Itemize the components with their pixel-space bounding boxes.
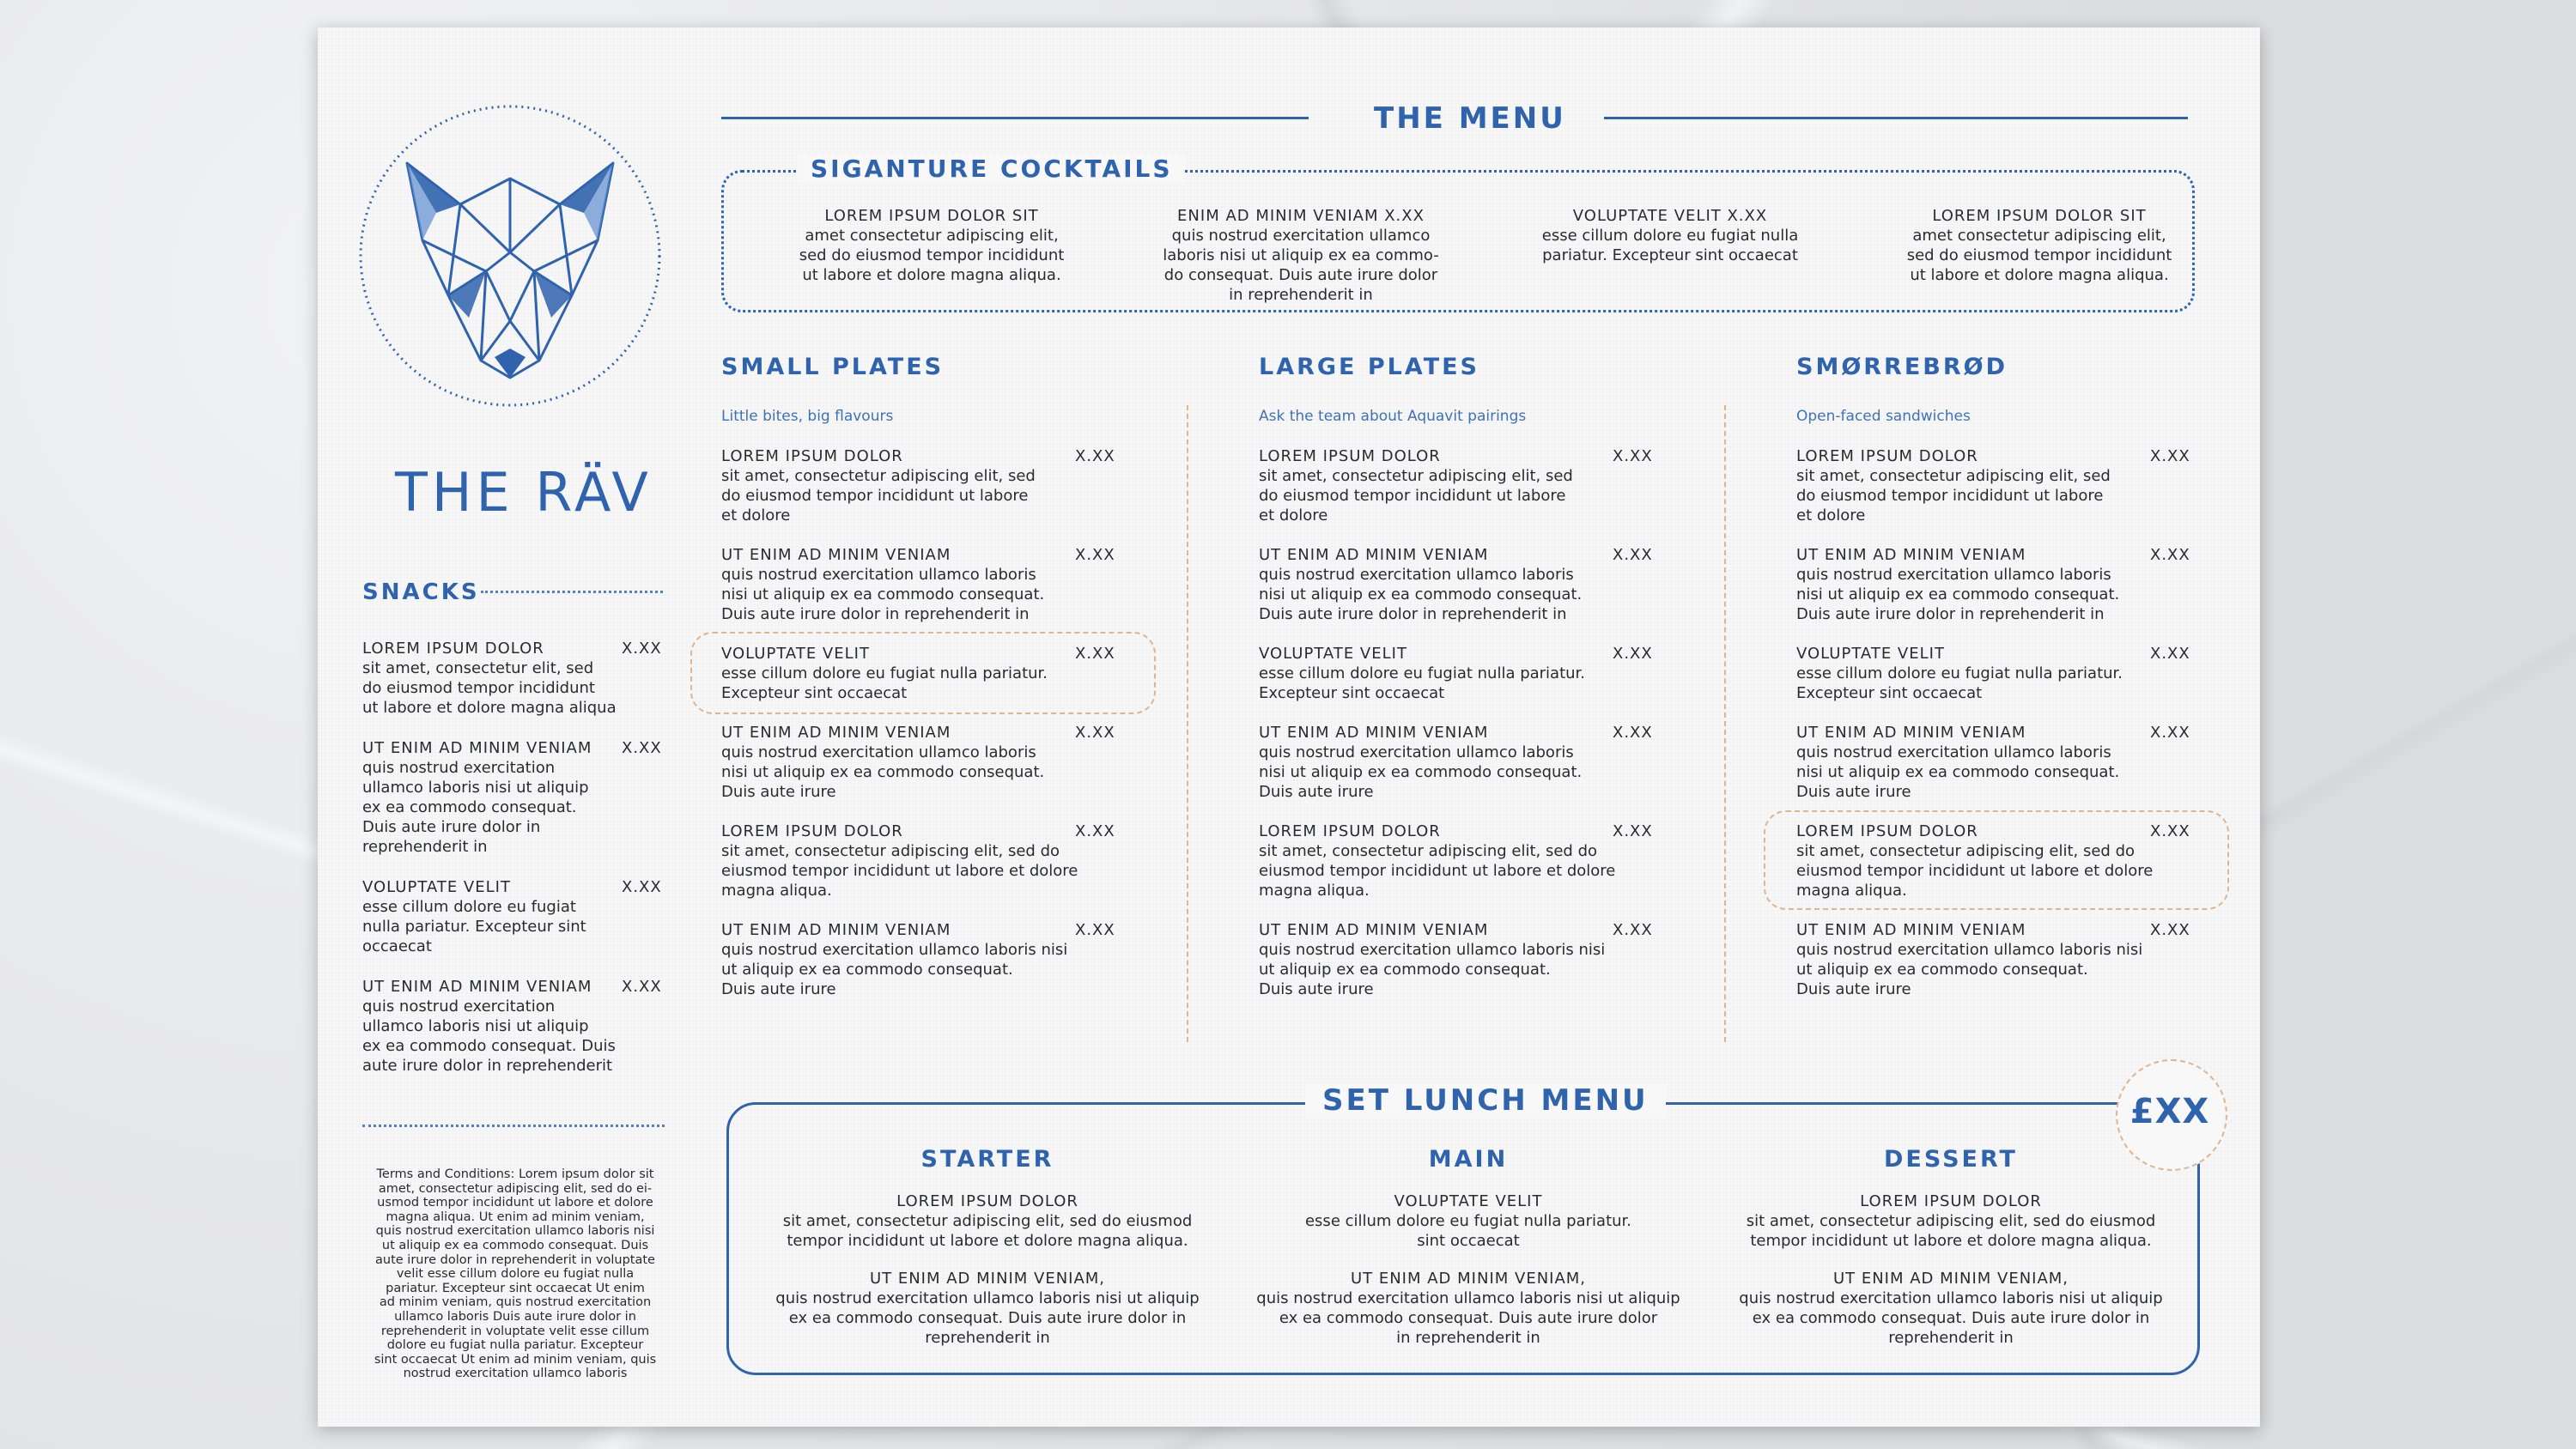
item-description: Duis aute irure dolor in — [362, 818, 541, 836]
cocktail-description: quis nostrud exercitation ullamco — [1171, 227, 1431, 245]
item-description: quis nostrud exercitation ullamco laboris — [721, 743, 1036, 761]
item-description: ullamco laboris nisi ut aliquip — [362, 1017, 589, 1035]
course-item-description: sit amet, consectetur adipiscing elit, sed do eiusmod — [1746, 1212, 2156, 1230]
menu-item — [1259, 822, 1653, 900]
column-heading: SMALL PLATES — [721, 354, 945, 380]
column-subtitle: Little bites, big flavours — [721, 408, 894, 425]
item-description: sit amet, consectetur elit, sed — [362, 659, 594, 677]
item-name: LOREM IPSUM DOLOR — [721, 822, 903, 840]
cocktail-description: amet consectetur adipiscing elit, — [1912, 227, 2166, 245]
terms-line: pariatur. Excepteur sint occaecat Ut enim — [386, 1281, 645, 1295]
menu-item — [1796, 446, 2190, 525]
item-description: nisi ut aliquip ex ea commodo consequat. — [1796, 585, 2120, 603]
item-description: sit amet, consectetur adipiscing elit, sed — [1259, 467, 1573, 485]
course-item-description: ex ea commodo consequat. Duis aute irure dolor — [1279, 1309, 1658, 1327]
item-description: aute irure dolor in reprehenderit — [362, 1057, 613, 1075]
course-item — [764, 1269, 1211, 1348]
item-description: nisi ut aliquip ex ea commodo consequat. — [1259, 763, 1583, 781]
terms-line: velit esse cillum dolore eu fugiat nulla — [396, 1267, 635, 1282]
item-description: esse cillum dolore eu fugiat nulla pariatur. — [721, 664, 1048, 682]
item-name: VOLUPTATE VELIT — [721, 645, 870, 663]
item-description: Excepteur sint occaecat — [1796, 684, 1983, 702]
course-item-description: sint occaecat — [1417, 1232, 1520, 1250]
column-divider-2 — [1724, 405, 1726, 1042]
item-description: sit amet, consectetur adipiscing elit, sed — [1796, 467, 2111, 485]
course-item-description: esse cillum dolore eu fugiat nulla pariatur. — [1304, 1212, 1632, 1230]
item-description: Duis aute irure — [1796, 980, 1911, 998]
item-description: nisi ut aliquip ex ea commodo consequat. — [721, 585, 1045, 603]
course-item-description: ex ea commodo consequat. Duis aute irure dolor in — [788, 1309, 1187, 1327]
item-description: do eiusmod tempor incididunt ut labore — [721, 487, 1029, 505]
item-description: Duis aute irure — [721, 980, 836, 998]
cocktail-description: amet consectetur adipiscing elit, — [805, 227, 1059, 245]
item-description: Excepteur sint occaecat — [1259, 684, 1445, 702]
item-name: LOREM IPSUM DOLOR — [1259, 822, 1441, 840]
cocktail-description: sed do eiusmod tempor incididunt — [799, 246, 1065, 264]
item-description: quis nostrud exercitation ullamco laboris — [1796, 566, 2111, 584]
menu-item — [721, 920, 1115, 999]
course-item — [1245, 1191, 1692, 1251]
item-name: LOREM IPSUM DOLOR — [362, 640, 544, 658]
cocktail-name: LOREM IPSUM DOLOR SIT — [1932, 207, 2147, 225]
course-item-name: UT ENIM AD MINIM VENIAM, — [869, 1270, 1106, 1288]
item-description: et dolore — [1259, 506, 1328, 524]
item-price: X.XX — [1613, 447, 1653, 465]
item-price: X.XX — [1075, 447, 1115, 465]
menu-item — [362, 977, 663, 1076]
item-description: Duis aute irure dolor in reprehenderit in — [1796, 605, 2105, 623]
item-price: X.XX — [2150, 921, 2190, 939]
item-description: nisi ut aliquip ex ea commodo consequat. — [1259, 585, 1583, 603]
item-description: ut aliquip ex ea commodo consequat. — [721, 961, 1013, 979]
menu-item — [721, 446, 1115, 525]
course-heading: STARTER — [920, 1146, 1054, 1173]
course-item-name: LOREM IPSUM DOLOR — [1860, 1192, 2042, 1210]
course-heading: DESSERT — [1884, 1146, 2018, 1173]
menu-item — [1796, 644, 2190, 703]
terms-line: nostrud exercitation ullamco laboris — [403, 1367, 628, 1381]
item-price: X.XX — [1613, 645, 1653, 663]
item-description: quis nostrud exercitation ullamco laboris nisi — [721, 941, 1068, 959]
cocktail-name: LOREM IPSUM DOLOR SIT — [824, 207, 1039, 225]
terms-line: amet, consectetur adipiscing elit, sed do ei- — [378, 1181, 653, 1196]
item-name: UT ENIM AD MINIM VENIAM — [362, 739, 592, 757]
menu-item — [1796, 545, 2190, 624]
cocktail-item — [1511, 206, 1829, 265]
item-description: magna aliqua. — [1796, 882, 1907, 900]
menu-item — [721, 822, 1115, 900]
cocktails-heading: SIGANTURE COCKTAILS — [799, 155, 1185, 183]
item-price: X.XX — [622, 640, 662, 658]
item-price: X.XX — [2150, 645, 2190, 663]
item-description: ullamco laboris nisi ut aliquip — [362, 779, 589, 797]
item-name: UT ENIM AD MINIM VENIAM — [1796, 921, 2026, 939]
terms-line: sint occaecat Ut enim ad minim veniam, quis — [374, 1352, 657, 1367]
menu-item — [362, 639, 663, 718]
column-heading: SMØRREBRØD — [1796, 354, 2008, 380]
item-price: X.XX — [2150, 546, 2190, 564]
item-description: eiusmod tempor incididunt ut labore et dolore — [1259, 862, 1616, 880]
item-description: ut labore et dolore magna aliqua — [362, 699, 617, 717]
fox-head-icon — [357, 103, 663, 409]
course-item — [764, 1191, 1211, 1251]
item-price: X.XX — [1075, 645, 1115, 663]
item-name: UT ENIM AD MINIM VENIAM — [721, 921, 951, 939]
menu-item — [1259, 446, 1653, 525]
terms-divider — [362, 1125, 665, 1127]
item-description: quis nostrud exercitation ullamco laboris — [1259, 566, 1574, 584]
menu-item — [1259, 723, 1653, 802]
course-item-description: tempor incididunt ut labore et dolore magna aliqua. — [787, 1232, 1188, 1250]
menu-sheet — [318, 27, 2260, 1427]
cocktail-description: in reprehenderit in — [1229, 286, 1373, 304]
cocktail-name: VOLUPTATE VELIT X.XX — [1572, 207, 1768, 225]
cocktail-description: ut labore et dolore magna aliqua. — [802, 266, 1061, 284]
item-price: X.XX — [1075, 546, 1115, 564]
menu-item — [1796, 920, 2190, 999]
item-description: occaecat — [362, 937, 432, 955]
course-item-name: UT ENIM AD MINIM VENIAM, — [1832, 1270, 2069, 1288]
menu-title-rule-right — [1604, 117, 2188, 119]
item-price: X.XX — [1075, 822, 1115, 840]
item-price: X.XX — [1613, 822, 1653, 840]
item-description: esse cillum dolore eu fugiat nulla pariatur. — [1796, 664, 2123, 682]
item-description: quis nostrud exercitation ullamco laboris — [1259, 743, 1574, 761]
item-price: X.XX — [2150, 447, 2190, 465]
snacks-divider — [481, 591, 663, 593]
item-price: X.XX — [622, 978, 662, 996]
item-name: LOREM IPSUM DOLOR — [1259, 447, 1441, 465]
terms-line: aute irure dolor in reprehenderit in voluptate — [375, 1252, 655, 1267]
cocktail-description: pariatur. Excepteur sint occaecat — [1542, 246, 1798, 264]
menu-item — [362, 738, 663, 857]
snacks-heading: SNACKS — [362, 579, 480, 605]
course-item-name: LOREM IPSUM DOLOR — [896, 1192, 1078, 1210]
item-price: X.XX — [1613, 546, 1653, 564]
item-name: VOLUPTATE VELIT — [1796, 645, 1945, 663]
item-description: do eiusmod tempor incididunt ut labore — [1796, 487, 2104, 505]
item-price: X.XX — [1075, 921, 1115, 939]
menu-item — [362, 877, 663, 956]
item-description: sit amet, consectetur adipiscing elit, sed do — [1796, 842, 2136, 860]
terms-line: ad minim veniam, quis nostrud exercitation — [379, 1295, 652, 1310]
menu-item — [1259, 920, 1653, 999]
brand-name: THE RÄV — [395, 461, 653, 524]
item-description: sit amet, consectetur adipiscing elit, sed — [721, 467, 1036, 485]
terms-line: usmod tempor incididunt ut labore et dolore — [377, 1196, 653, 1210]
course-item-description: sit amet, consectetur adipiscing elit, sed do eiusmod — [782, 1212, 1193, 1230]
item-description: ut aliquip ex ea commodo consequat. — [1796, 961, 2088, 979]
course-item-description: quis nostrud exercitation ullamco laboris nisi ut aliquip — [1739, 1289, 2163, 1307]
terms-line: magna aliqua. Ut enim ad minim veniam, — [386, 1210, 645, 1224]
cocktail-description: laboris nisi ut aliquip ex ea commo- — [1163, 246, 1439, 264]
item-name: LOREM IPSUM DOLOR — [721, 447, 903, 465]
item-description: esse cillum dolore eu fugiat nulla pariatur. — [1259, 664, 1586, 682]
item-name: UT ENIM AD MINIM VENIAM — [362, 978, 592, 996]
terms-line: ullamco laboris Duis aute irure dolor in — [394, 1309, 636, 1324]
item-price: X.XX — [1075, 724, 1115, 742]
item-description: et dolore — [1796, 506, 1866, 524]
item-description: Duis aute irure — [1259, 980, 1374, 998]
course-item-name: VOLUPTATE VELIT — [1394, 1192, 1543, 1210]
course-item-description: quis nostrud exercitation ullamco laboris nisi ut aliquip — [775, 1289, 1200, 1307]
column-subtitle: Open-faced sandwiches — [1796, 408, 1971, 425]
menu-item — [721, 545, 1115, 624]
menu-item — [1796, 723, 2190, 802]
terms-line: ut aliquip ex ea commodo consequat. Duis — [381, 1238, 649, 1252]
item-description: Duis aute irure — [1796, 783, 1911, 801]
cocktail-description: sed do eiusmod tempor incididunt — [1906, 246, 2172, 264]
menu-title-rule-left — [721, 117, 1309, 119]
menu-item — [1259, 545, 1653, 624]
item-name: UT ENIM AD MINIM VENIAM — [1259, 921, 1489, 939]
course-item — [1728, 1269, 2174, 1348]
item-description: et dolore — [721, 506, 791, 524]
item-name: UT ENIM AD MINIM VENIAM — [1796, 546, 2026, 564]
course-item-description: quis nostrud exercitation ullamco laboris nisi ut aliquip — [1256, 1289, 1680, 1307]
menu-item — [721, 723, 1115, 802]
terms-line: quis nostrud exercitation ullamco laboris nisi — [375, 1224, 655, 1239]
item-description: quis nostrud exercitation ullamco laboris — [721, 566, 1036, 584]
item-description: sit amet, consectetur adipiscing elit, sed do — [1259, 842, 1598, 860]
item-description: eiusmod tempor incididunt ut labore et dolore — [721, 862, 1078, 880]
item-description: Duis aute irure — [721, 783, 836, 801]
course-item-name: UT ENIM AD MINIM VENIAM, — [1350, 1270, 1587, 1288]
item-description: ut aliquip ex ea commodo consequat. — [1259, 961, 1551, 979]
item-description: ex ea commodo consequat. — [362, 798, 577, 816]
terms-line: reprehenderit in voluptate velit esse cillum — [380, 1324, 650, 1338]
item-name: LOREM IPSUM DOLOR — [1796, 822, 1978, 840]
menu-item — [1259, 644, 1653, 703]
item-price: X.XX — [2150, 822, 2190, 840]
item-description: quis nostrud exercitation — [362, 759, 556, 777]
item-price: X.XX — [2150, 724, 2190, 742]
highlight-smorrebrod — [1764, 810, 2229, 910]
item-price: X.XX — [1613, 921, 1653, 939]
item-price: X.XX — [1613, 724, 1653, 742]
course-item-description: reprehenderit in — [1888, 1329, 2014, 1347]
item-description: quis nostrud exercitation — [362, 997, 556, 1016]
item-description: do eiusmod tempor incididunt ut labore — [1259, 487, 1566, 505]
item-price: X.XX — [622, 878, 662, 896]
cocktail-item — [1142, 206, 1460, 305]
column-subtitle: Ask the team about Aquavit pairings — [1259, 408, 1527, 425]
item-name: VOLUPTATE VELIT — [362, 878, 511, 896]
item-description: quis nostrud exercitation ullamco laboris — [1796, 743, 2111, 761]
item-name: UT ENIM AD MINIM VENIAM — [1259, 724, 1489, 742]
cocktail-description: esse cillum dolore eu fugiat nulla — [1541, 227, 1799, 245]
course-item — [1728, 1191, 2174, 1251]
course-item-description: ex ea commodo consequat. Duis aute irure dolor in — [1752, 1309, 2150, 1327]
highlight-small-plates — [690, 632, 1156, 714]
cocktail-description: do consequat. Duis aute irure dolor — [1163, 266, 1438, 284]
item-name: UT ENIM AD MINIM VENIAM — [1796, 724, 2026, 742]
terms-line: Terms and Conditions: Lorem ipsum dolor sit — [376, 1167, 654, 1181]
cocktail-item — [1880, 206, 2198, 285]
terms-text — [355, 1167, 675, 1381]
cocktail-item — [773, 206, 1091, 285]
cocktail-name: ENIM AD MINIM VENIAM X.XX — [1177, 207, 1425, 225]
terms-line: dolore eu fugiat nulla pariatur. Excepteur — [386, 1338, 644, 1353]
item-name: VOLUPTATE VELIT — [1259, 645, 1407, 663]
item-description: nisi ut aliquip ex ea commodo consequat. — [721, 763, 1045, 781]
item-description: nisi ut aliquip ex ea commodo consequat. — [1796, 763, 2120, 781]
item-description: magna aliqua. — [721, 882, 832, 900]
column-divider-1 — [1187, 405, 1188, 1042]
item-description: Duis aute irure dolor in reprehenderit in — [721, 605, 1030, 623]
item-description: reprehenderit in — [362, 838, 488, 856]
course-heading: MAIN — [1428, 1146, 1509, 1173]
item-description: eiusmod tempor incididunt ut labore et dolore — [1796, 862, 2154, 880]
course-item — [1245, 1269, 1692, 1348]
item-description: esse cillum dolore eu fugiat — [362, 898, 576, 916]
menu-title: THE MENU — [1374, 101, 1566, 136]
item-description: quis nostrud exercitation ullamco laboris nisi — [1796, 941, 2143, 959]
item-description: do eiusmod tempor incididunt — [362, 679, 595, 697]
item-description: nulla pariatur. Excepteur sint — [362, 918, 586, 936]
item-name: UT ENIM AD MINIM VENIAM — [1259, 546, 1489, 564]
item-description: Duis aute irure dolor in reprehenderit in — [1259, 605, 1567, 623]
set-lunch-title: SET LUNCH MENU — [1305, 1083, 1666, 1118]
item-description: quis nostrud exercitation ullamco laboris nisi — [1259, 941, 1606, 959]
course-item-description: reprehenderit in — [925, 1329, 1050, 1347]
course-item-description: tempor incididunt ut labore et dolore magna aliqua. — [1750, 1232, 2152, 1250]
item-price: X.XX — [622, 739, 662, 757]
item-description: Duis aute irure — [1259, 783, 1374, 801]
item-description: Excepteur sint occaecat — [721, 684, 908, 702]
item-description: ex ea commodo consequat. Duis — [362, 1037, 616, 1055]
course-item-description: in reprehenderit in — [1396, 1329, 1540, 1347]
item-description: sit amet, consectetur adipiscing elit, sed do — [721, 842, 1060, 860]
item-name: UT ENIM AD MINIM VENIAM — [721, 724, 951, 742]
item-name: LOREM IPSUM DOLOR — [1796, 447, 1978, 465]
set-lunch-price: £XX — [2129, 1092, 2210, 1131]
column-heading: LARGE PLATES — [1259, 354, 1479, 380]
item-description: magna aliqua. — [1259, 882, 1370, 900]
item-name: UT ENIM AD MINIM VENIAM — [721, 546, 951, 564]
cocktail-description: ut labore et dolore magna aliqua. — [1910, 266, 2169, 284]
